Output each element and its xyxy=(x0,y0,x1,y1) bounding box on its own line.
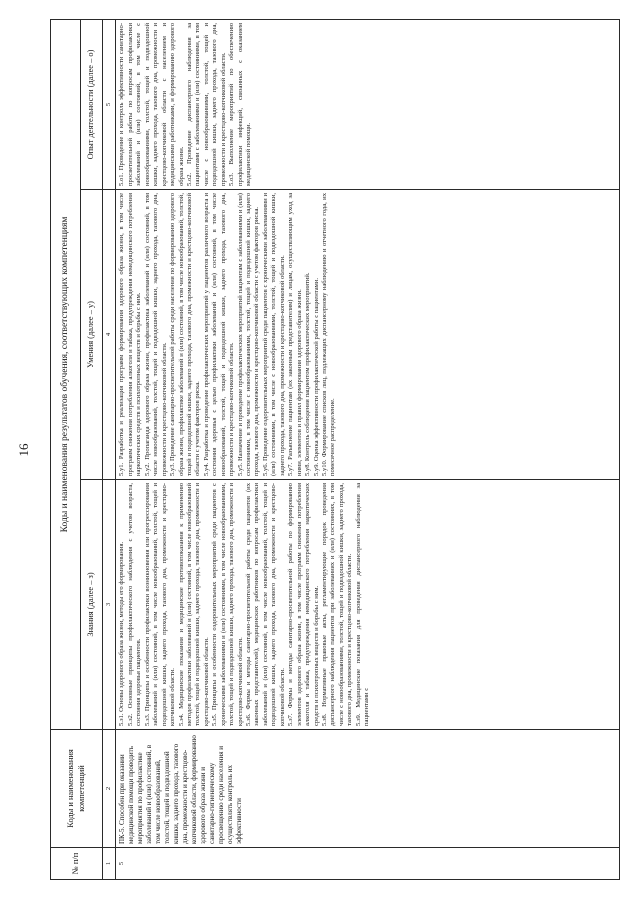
knowledge-item: 5.з2. Основные принципы профилактического наблюдения с учетом возраста, состояния здоровья пациентов. xyxy=(126,483,143,726)
skill-item: 5.у7. Разъяснение пациентам (их законным представителям) и лицам, осуществляющим уход за ними, элементов и правил формирования здорового образа жизни. xyxy=(287,193,303,476)
row-number: 5 xyxy=(116,848,620,880)
experience-item: 5.о1. Проведение и контроль эффективности санитарно-просветительной работы по вопросам профилактики заболеваний и (или) состояний, в том числе с новообразованиями, толстой, тощей и подвздошной кишки, заднего прохода, тазового дна, промежности и крестцово-копчиковой области с населением и медицинскими работниками, и формированию здорового образа жизни. xyxy=(118,22,185,186)
column-index: 4 xyxy=(103,190,116,480)
experience-cell xyxy=(116,19,620,189)
competence-text: ПК-5. Способен при оказании медицинской помощи проводить мероприятия по профилактике заболеваний и (или) состояний, в том числе новообразований, толстой, тощей и подвздошной кишки, заднего прохода, тазового дна, промежности и крестцово-копчиковой области, формированию здорового образа жизни и санитарно-гигиеническому просвещению среди населения и осуществлять контроль их эффективности xyxy=(118,735,243,844)
knowledge-item: 5.з7. Формы и методы санитарно-просветительной работы по формированию элементов здорового образа жизни, в том числе программ снижения потребления алкоголя и табака, предупреждения немедицинского потребления наркотических средств и психотропных веществ и борьбы с ним. xyxy=(287,483,320,726)
skill-item: 5.у6. Проведение оздоровительных мероприятий среди пациентов с хроническими заболеваниями и (или) состояниями, в том числе с новообразованиями, толстой, тощей и подвздошной кишки, заднего прохода, тазового дна, промежности и крестцово-копчиковой области. xyxy=(261,193,286,476)
column-index: 1 xyxy=(103,848,116,880)
skill-item: 5.у3. Проведение санитарно-просветительной работы среди населения по формированию здорового образа жизни, профилактике заболеваний и (или) состояний, в том числе новообразований, толстой, тощей и подвздошной кишки, заднего прохода, тазового дна, промежности и крестцово-копчиковой области с учетом факторов риска. xyxy=(169,193,202,476)
competence-table-sheet xyxy=(50,20,620,880)
competence-table xyxy=(50,19,620,880)
skill-item: 5.у5. Назначение и проведение профилактических мероприятий пациентам с заболеваниями и (или) состояниями, в том числе с новообразованиями, толстой, тощей и подвздошной кишки, заднего прохода, тазового дна, промежности и крестцово-копчиковой области с учетом факторов риска. xyxy=(236,193,261,476)
knowledge-item: 5.з8. Нормативные правовые акты, регламентирующие порядок проведения диспансерного наблюдения пациентов при заболеваниях и (или) состояниях, в том числе с новообразованиями, толстой, тощей и подвздошной кишки, заднего прохода, тазового дна, промежности и крестцово-копчиковой области. xyxy=(320,483,354,726)
column-index-row xyxy=(103,19,116,879)
knowledge-item: 5.з6. Формы и методы санитарно-просветительной работы среди пациентов (их законных представителей), медицинских работников по вопросам профилактики заболеваний и (или) состояний, в том числе новообразований, толстой, тощей и подвздошной кишки, заднего прохода, тазового дна, промежности и крестцово-копчиковой области. xyxy=(245,483,286,726)
skill-item: 5.у1. Разработка и реализация программ формирования здорового образа жизни, в том числе программ снижения потребления алкоголя и табака, предупреждения немедицинского потребления наркотических средств и психотропных веществ и борьбы с ним. xyxy=(118,193,143,476)
header-skills: Умения (далее – у) xyxy=(81,190,103,480)
knowledge-item: 5.з9. Медицинские показания для проведения диспансерного наблюдения за пациентами с xyxy=(354,483,371,726)
skill-item: 5.у9. Оценка эффективности профилактической работы с пациентами. xyxy=(312,278,320,476)
knowledge-item: 5.з5. Принципы и особенности оздоровительных мероприятий среди пациентов с хроническими заболеваниями и (или) состояниями, в том числе новообразованиями, толстой, тощей и подвздошной кишки, заднего прохода, тазового дна, промежности и крестцово-копчиковой области. xyxy=(211,483,244,726)
skills-cell xyxy=(116,190,620,480)
header-results-group: Коды и наименования результатов обучения, соответствующих компетенциям xyxy=(51,19,81,729)
column-index: 2 xyxy=(103,730,116,848)
knowledge-item: 5.з4. Медицинские показания и медицинские противопоказания к применению методов профилактики заболеваний и (или) состояний, в том числе новообразований толстой, тощей и подвздошной кишки, заднего прохода, тазового дна, промежности и крестцово-копчиковой области. xyxy=(177,483,210,726)
knowledge-item: 5.з3. Принципы и особенности профилактики возникновения или прогрессирования заболеваний и (или) состояний, в том числе новообразований, толстой, тощей и подвздошной кишки, заднего прохода, тазового дна, промежности и крестцово-копчиковой области. xyxy=(143,483,177,726)
header-num: № п/п xyxy=(51,848,103,880)
column-index: 3 xyxy=(103,480,116,730)
skill-item: 5.у8. Контроль соблюдения пациентом профилактических мероприятий. xyxy=(304,272,312,476)
knowledge-cell xyxy=(116,480,620,730)
page-number: 16 xyxy=(16,443,31,457)
table-row xyxy=(116,19,620,879)
competence-cell xyxy=(116,730,620,848)
header-competence: Коды и наименования компетенций xyxy=(51,730,103,848)
skill-item: 5.у4. Разработка и проведение профилактических мероприятий у пациентов различного возраста и состояния здоровья с целью профилактики заболеваний и (или) состояний, в том числе новообразований, толстой, тощей и подвздошной кишки, заднего прохода, тазового дна, промежности и крестцово-копчиковой области. xyxy=(202,193,236,476)
column-index: 5 xyxy=(103,19,116,189)
header-knowledge: Знания (далее – з) xyxy=(81,480,103,730)
header-row-1 xyxy=(51,19,81,879)
skill-item: 5.у10. Формирование списков лиц, подлежащих диспансерному наблюдению и отчетного года, их помесячное распределение. xyxy=(320,193,337,476)
knowledge-item: 5.з1. Основы здорового образа жизни, методы его формирования. xyxy=(118,541,126,726)
header-experience: Опыт деятельности (далее – о) xyxy=(81,19,103,189)
skill-item: 5.у2. Пропаганда здорового образа жизни, профилактика заболеваний и (или) состояний, в том числе новообразований, толстой, тощей и подвздошной кишки, заднего прохода, тазового дна, промежности и крестцово-копчиковой области. xyxy=(143,193,168,476)
experience-item: 5.о2. Проведение диспансерного наблюдения за пациентами с заболеваниями и (или) состояниями, в том числе с новообразованиями, толстой, тощей и подвздошной кишки, заднего прохода, тазового дна, промежности и крестцово-копчиковой области. xyxy=(185,22,227,186)
experience-item: 5.о3. Выполнение мероприятий по обеспечению профилактики инфекций, связанных с оказанием медицинской помощи. xyxy=(228,22,252,186)
